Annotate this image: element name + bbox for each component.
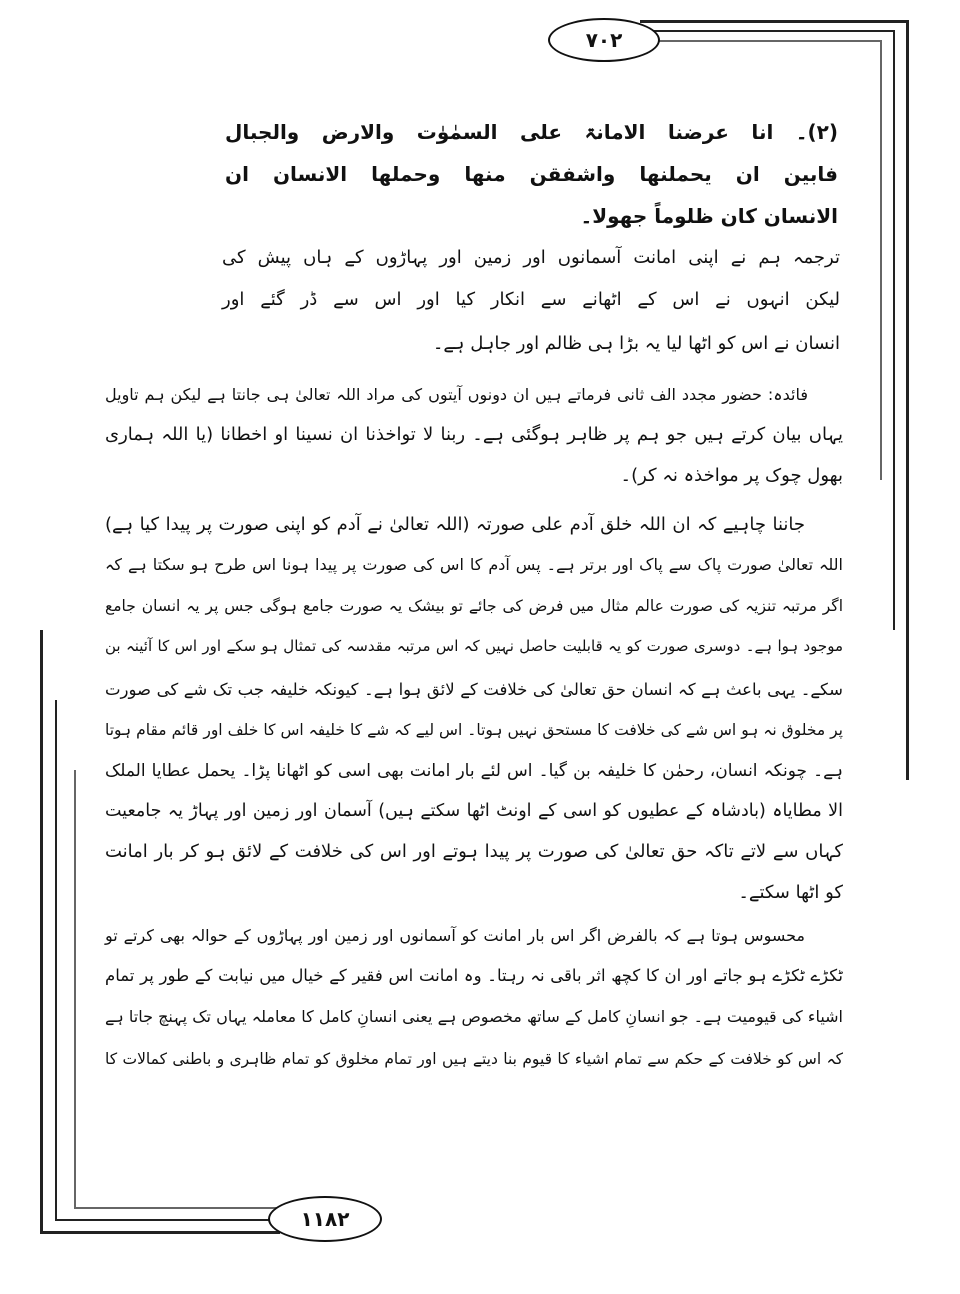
verse-line: (۲)۔ انا عرضنا الامانۃ علی السمٰوٰت والارض والجبال (225, 120, 838, 144)
frame-left-line-2 (55, 700, 57, 1221)
paragraph-line: کہ اس کو خلافت کے حکم سے تمام اشیاء کا قیوم بنا دیتے ہیں اور تمام مخلوق کو تمام ظاہری و باطنی کمالات کا (105, 1050, 843, 1068)
paragraph-line: یہاں بیان کرتے ہیں جو ہم پر ظاہر ہوگئی ہے۔ ربنا لا تواخذنا ان نسینا او اخطانا (یا اللہ ہماری (105, 424, 843, 445)
frame-top-line-2 (645, 30, 895, 32)
paragraph-line: بھول چوک پر مواخذہ نہ کر)۔ (620, 465, 843, 486)
frame-top-line-1 (640, 20, 908, 23)
paragraph-line: جاننا چاہیے کہ ان اللہ خلق آدم علی صورتہ (اللہ تعالیٰ نے آدم کو اپنی صورت پر پیدا کیا ہے) (105, 514, 805, 535)
page-number-top: ۷۰۲ (548, 18, 660, 62)
translation-line: لیکن انہوں نے اس کے اٹھانے سے انکار کیا اور اس سے ڈر گئے اور (222, 289, 840, 310)
frame-top-line-3 (650, 40, 882, 42)
translation-line: ترجمہ ہم نے اپنی امانت آسمانوں اور زمین اور پہاڑوں کے ہاں پیش کی (222, 247, 840, 268)
verse-line: فابین ان یحملنھا واشفقن منھا وحملھا الانسان ان (225, 162, 838, 186)
paragraph-line: فائدہ: حضور مجدد الف ثانی فرماتے ہیں ان دونوں آیتوں کی مراد اللہ تعالیٰ ہی جانتا ہے لیکن ہم تاویل (105, 385, 808, 404)
paragraph-line: پر مخلوق نہ ہو اس شے کی خلافت کا مستحق نہیں ہوتا۔ اس لیے کہ شے کا خلیفہ اس کا خلف اور قائم مقام ہوتا (105, 721, 843, 739)
verse-line: الانسان کان ظلوماً جھولا۔ (580, 204, 838, 228)
frame-right-line-2 (893, 30, 895, 630)
frame-left-line-3 (74, 770, 76, 1208)
frame-bottom-line-3 (74, 1207, 284, 1209)
paragraph-line: ہے۔ چونکہ انسان، رحمٰن کا خلیفہ بن گیا۔ اس لئے بار امانت بھی اسی کو اٹھانا پڑا۔ یحمل عطایا الملک (105, 761, 843, 781)
paragraph-line: اشیاء کی قیومیت ہے۔ جو انسانِ کامل کے ساتھ مخصوص ہے یعنی انسانِ کامل کا معاملہ یہاں تک پہنچ جاتا ہے (105, 1007, 843, 1026)
paragraph-line: ٹکڑے ٹکڑے ہو جاتے اور ان کا کچھ اثر باقی نہ رہتا۔ وہ امانت اس فقیر کے خیال میں نیابت کے طور پر تمام (105, 966, 843, 985)
frame-right-line-1 (906, 20, 909, 780)
paragraph-line: اگر مرتبہ تنزیہ کی صورت عالم مثال میں فرض کی جائے تو بیشک یہ صورت جامع ہوگی جس پر یہ انسان جامع (105, 597, 843, 615)
translation-line: انسان نے اس کو اٹھا لیا یہ بڑا ہی ظالم اور جاہل ہے۔ (432, 333, 840, 354)
paragraph-line: اللہ تعالیٰ صورت پاک سے پاک اور برتر ہے۔ پس آدم کا اس کی صورت پر پیدا ہونا اس طرح ہو سکتا ہے کہ (105, 555, 843, 574)
paragraph-line: محسوس ہوتا ہے کہ بالفرض اگر اس بار امانت کو آسمانوں اور زمین اور پہاڑوں کے حوالہ بھی کرتے تو (105, 926, 805, 945)
paragraph-line: سکے۔ یہی باعث ہے کہ انسان حق تعالیٰ کی خلافت کے لائق ہوا ہے۔ کیونکہ خلیفہ جب تک شے کی صورت (105, 680, 843, 699)
frame-right-line-3 (880, 40, 882, 480)
frame-bottom-line-2 (55, 1219, 280, 1221)
frame-left-line-1 (40, 630, 43, 1234)
paragraph-line: کہاں سے لاتے تاکہ حق تعالیٰ کی صورت پر پیدا ہوتے اور اس کی خلافت کے لائق ہو کر بار امانت (105, 841, 843, 862)
paragraph-line: موجود ہوا ہے۔ دوسری صورت کو یہ قابلیت حاصل نہیں کہ اس مرتبہ مقدسہ کی تمثال ہو سکے اور اس کا آئینہ بن (105, 637, 843, 655)
frame-bottom-line-1 (40, 1231, 280, 1234)
page-number-bottom: ۱۱۸۲ (268, 1196, 382, 1242)
paragraph-line: کو اٹھا سکتے۔ (738, 882, 843, 903)
paragraph-line: الا مطایاہ (بادشاہ کے عطیوں کو اسی کے اونٹ اٹھا سکتے ہیں) آسمان اور زمین اور پہاڑ یہ جامعیت (105, 801, 843, 821)
